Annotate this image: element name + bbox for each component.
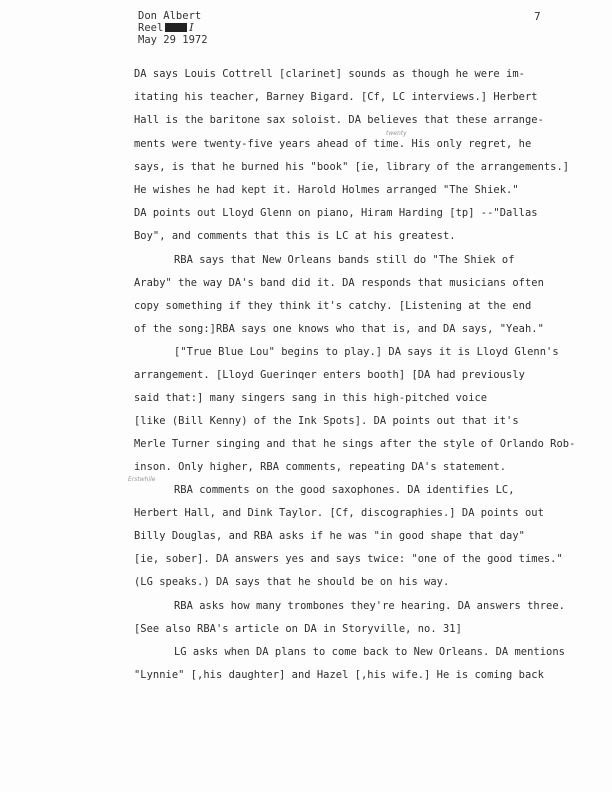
transcript-line: [like (Bill Kenny) of the Ink Spots]. DA points out that it's <box>134 415 519 427</box>
redaction-mark <box>165 23 187 32</box>
interviewee-name: Don Albert <box>138 10 202 22</box>
transcript-line: "Lynnie" [,his daughter] and Hazel [,his wife.] He is coming back <box>134 669 544 681</box>
reel-label: Reel <box>138 22 164 34</box>
transcript-line: Boy", and comments that this is LC at his greatest. <box>134 230 456 242</box>
page-number: 7 <box>534 10 541 23</box>
reel-line <box>138 22 208 34</box>
transcript-line: Merle Turner singing and that he sings after the style of Orlando Rob- <box>134 438 576 450</box>
margin-note-twenty: twenty <box>386 130 407 137</box>
transcript-line: RBA asks how many trombones they're hearing. DA answers three. <box>174 600 565 612</box>
transcript-line: He wishes he had kept it. Harold Holmes arranged "The Shiek." <box>134 184 519 196</box>
transcript-line: said that:] many singers sang in this high-pitched voice <box>134 392 488 404</box>
transcript-line: copy something if they think it's catchy. [Listening at the end <box>134 300 532 312</box>
transcript-line: arrangement. [Lloyd Guerinqer enters booth] [DA had previously <box>134 369 525 381</box>
transcript-line: [See also RBA's article on DA in Storyville, no. 31] <box>134 623 462 635</box>
transcript-line: DA says Louis Cottrell [clarinet] sounds as though he were im- <box>134 68 525 80</box>
margin-note-erstwhile: Erstwhile <box>128 476 156 483</box>
transcript-line: itating his teacher, Barney Bigard. [Cf, LC interviews.] Herbert <box>134 91 538 103</box>
transcript-line: RBA comments on the good saxophones. DA identifies LC, <box>174 484 515 496</box>
transcript-line: LG asks when DA plans to come back to New Orleans. DA mentions <box>174 646 565 658</box>
transcript-line: ments were twenty-five years ahead of time. His only regret, he <box>134 138 532 150</box>
transcript-line: DA points out Lloyd Glenn on piano, Hiram Harding [tp] --"Dallas <box>134 207 538 219</box>
transcript-line: says, is that he burned his "book" [ie, library of the arrangements.] <box>134 161 570 173</box>
transcript-line: (LG speaks.) DA says that he should be on his way. <box>134 576 450 588</box>
transcript-line: Billy Douglas, and RBA asks if he was "in good shape that day" <box>134 530 525 542</box>
transcript-line: inson. Only higher, RBA comments, repeating DA's statement. <box>134 461 507 473</box>
transcript-line: Araby" the way DA's band did it. DA responds that musicians often <box>134 277 544 289</box>
transcript-line: of the song:]RBA says one knows who that is, and DA says, "Yeah." <box>134 323 544 335</box>
transcript-line: [ie, sober]. DA answers yes and says twice: "one of the good times." <box>134 553 563 565</box>
transcript-line: Herbert Hall, and Dink Taylor. [Cf, discographies.] DA points out <box>134 507 544 519</box>
page-header <box>138 10 208 46</box>
interview-date: May 29 1972 <box>138 34 208 46</box>
transcript-line: Hall is the baritone sax soloist. DA believes that these arrange- <box>134 114 544 126</box>
transcript-line: ["True Blue Lou" begins to play.] DA says it is Lloyd Glenn's <box>174 346 559 358</box>
reel-number: I <box>189 21 194 34</box>
transcript-line: RBA says that New Orleans bands still do "The Shiek of <box>174 254 515 266</box>
